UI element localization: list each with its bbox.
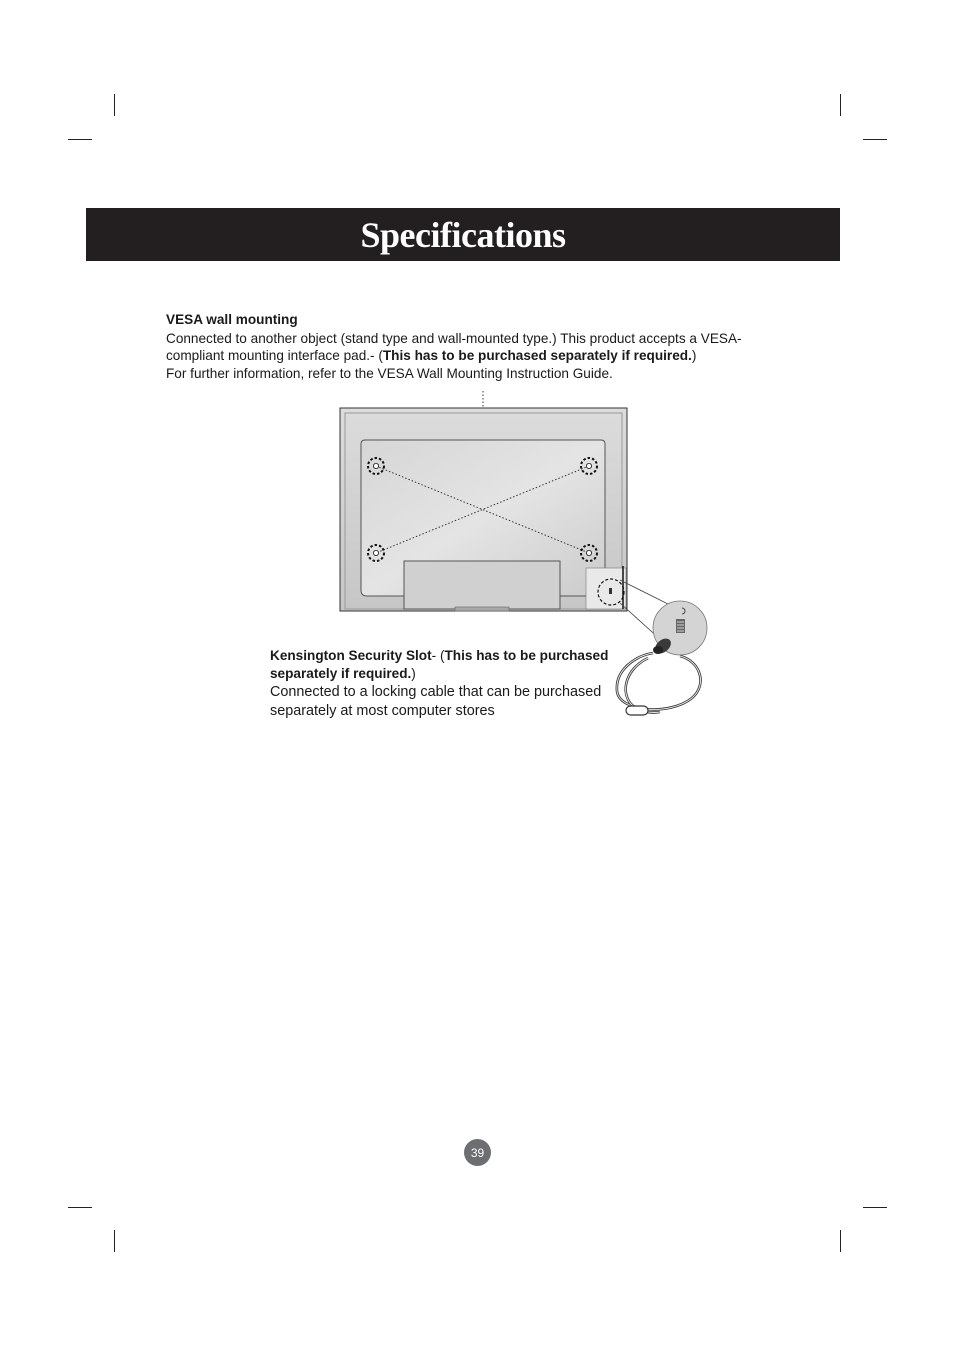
vesa-text-line (166, 347, 766, 365)
crop-mark (68, 139, 92, 140)
vesa-text-line (166, 365, 766, 383)
crop-mark (114, 1230, 115, 1252)
crop-mark (114, 94, 115, 116)
kensington-title-line (270, 647, 615, 665)
kensington-desc-1: Connected to a locking cable that can be purchased (270, 684, 602, 700)
kensington-bold-1: This has to be purchased (444, 648, 609, 663)
title-bar (86, 208, 840, 261)
vesa-line-3: For further information, refer to the VESA Wall Mounting Instruction Guide. (166, 365, 613, 381)
vesa-line-2-prefix: compliant mounting interface pad.- ( (166, 348, 383, 363)
vesa-heading: VESA wall mounting (166, 312, 298, 327)
kensington-title-line (270, 665, 615, 683)
vesa-line-1: Connected to another object (stand type and wall-mounted type.) This product accepts a VESA- (166, 330, 742, 346)
page-number: 39 (464, 1139, 491, 1166)
kensington-title-sep: - ( (431, 648, 445, 663)
kensington-close: ) (411, 665, 416, 681)
kensington-lock-icon (652, 601, 707, 656)
page-title: Specifications (360, 214, 566, 255)
vesa-line-2-bold: This has to be purchased separately if required. (382, 348, 692, 363)
crop-mark (863, 1207, 887, 1208)
crop-mark (863, 139, 887, 140)
vesa-line-2-suffix: ) (691, 348, 697, 363)
kensington-section (270, 647, 615, 720)
crop-mark (840, 94, 841, 116)
security-cable-icon (617, 653, 701, 715)
kensington-desc-2: separately at most computer stores (270, 703, 495, 719)
vesa-text-line (166, 330, 766, 348)
kensington-bold-2: separately if required. (270, 665, 412, 681)
crop-mark (840, 1230, 841, 1252)
vesa-section (166, 311, 766, 382)
crop-mark (68, 1207, 92, 1208)
kensington-title: Kensington Security Slot (270, 648, 432, 663)
